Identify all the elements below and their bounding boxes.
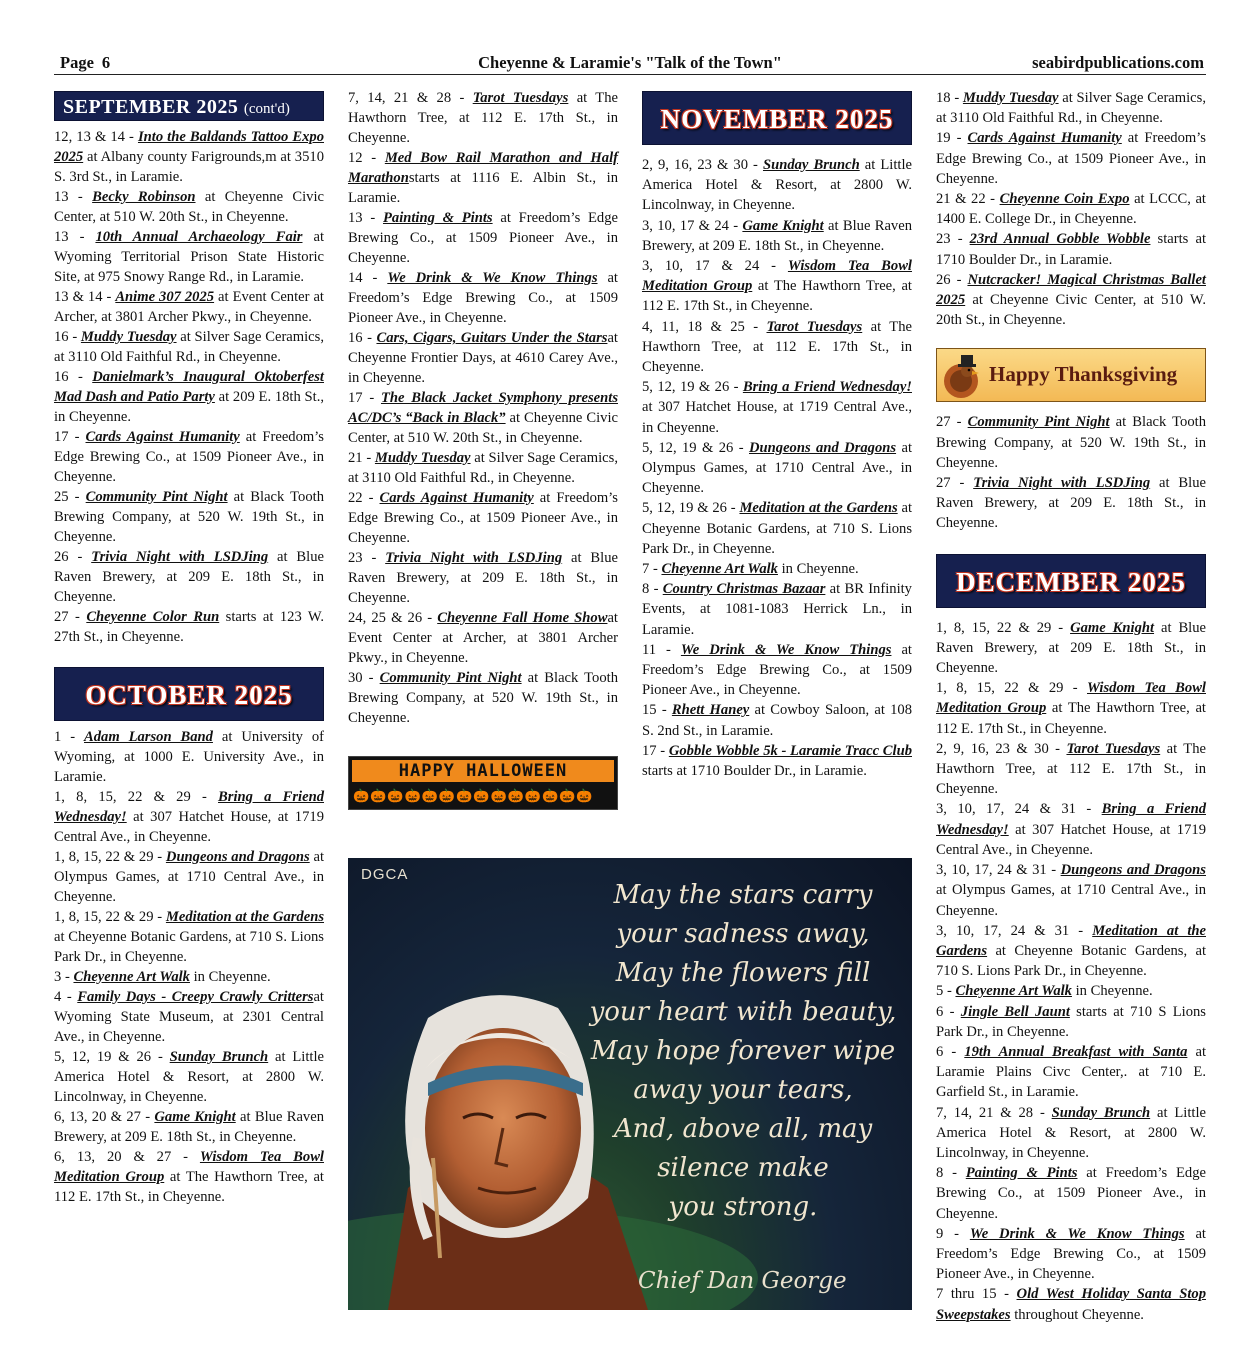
september-heading: SEPTEMBER 2025 (cont'd): [54, 91, 324, 121]
event-date: 14 -: [348, 270, 388, 286]
event-date: 12, 13 & 14 -: [54, 129, 138, 145]
event-entry: [936, 189, 1206, 229]
event-details: at Cheyenne Civic Center, at 510 W. 20th St., in Cheyenne.: [54, 189, 325, 225]
thanksgiving-list: [936, 412, 1206, 533]
september-list: [54, 127, 324, 647]
event-title-link[interactable]: Cheyenne Coin Expo: [999, 191, 1130, 208]
event-details: at Event Center at Archer, at 3801 Archer Pkwy., in Cheyenne.: [348, 610, 618, 666]
event-date: 9 -: [936, 1225, 970, 1242]
event-date: 12 -: [348, 150, 385, 166]
event-date: 2, 9, 16, 23 & 30 -: [936, 740, 1067, 757]
event-title-link[interactable]: Cheyenne Art Walk: [955, 983, 1072, 1000]
event-title-link[interactable]: Danielmark’s Inaugural Oktoberfest Mad Dash and Patio Party: [54, 369, 324, 405]
event-title-link[interactable]: Dungeons and Dragons: [749, 439, 897, 456]
event-date: 8 -: [642, 581, 663, 598]
event-title-link[interactable]: Meditation at the Gardens: [739, 500, 898, 517]
event-date: 30 -: [348, 670, 380, 686]
event-entry: [54, 427, 324, 487]
event-details: at University of Wyoming, at 1000 E. University Ave., in Laramie.: [54, 729, 325, 785]
event-date: 1, 8, 15, 22 & 29 -: [936, 680, 1087, 697]
quote-line: away your tears,: [633, 1075, 853, 1105]
event-details: at Freedom’s Edge Brewing Co., at 1509 Pioneer Ave., in Cheyenne.: [936, 130, 1206, 187]
event-title-link[interactable]: Dungeons and Dragons: [165, 849, 310, 865]
event-title-link[interactable]: Becky Robinson: [92, 189, 196, 205]
event-title-link[interactable]: Bring a Friend Wednesday!: [54, 789, 324, 825]
event-title-link[interactable]: Bring a Friend Wednesday!: [936, 801, 1206, 838]
event-entry: [348, 388, 618, 448]
event-date: 23 -: [936, 231, 970, 248]
event-entry: [642, 579, 912, 640]
event-date: 17 -: [642, 742, 669, 759]
event-entry: [936, 1224, 1206, 1285]
event-date: 1, 8, 15, 22 & 29 -: [54, 789, 219, 805]
event-title-link[interactable]: Old West Holiday Santa Stop Sweepstakes: [936, 1286, 1206, 1323]
event-date: 2, 9, 16, 23 & 30 -: [642, 157, 763, 173]
event-details: at 307 Hatchet House, at 1719 Central Ave., in Cheyenne.: [936, 821, 1206, 858]
event-title-link[interactable]: 10th Annual Archaeology Fair: [95, 229, 303, 245]
event-entry: [642, 317, 912, 378]
event-title-link[interactable]: Bring a Friend Wednesday!: [742, 379, 912, 396]
event-title-link[interactable]: The Black Jacket Symphony presents AC/DC’s “Back in Black”: [348, 390, 618, 426]
event-details: at The Hawthorn Tree, at 112 E. 17th St., in Cheyenne.: [936, 740, 1206, 798]
event-details: at LCCC, at 1400 E. College Dr., in Cheyenne.: [936, 191, 1206, 228]
event-date: 1 -: [54, 729, 84, 745]
event-date: 3 -: [54, 969, 74, 985]
event-details: at Blue Raven Brewery, at 209 E. 18th St., in Cheyenne.: [936, 475, 1206, 532]
event-details: at Cheyenne Botanic Gardens, at 710 S. Lions Park Dr., in Cheyenne.: [642, 500, 912, 557]
event-details: at Silver Sage Ceramics, at 3110 Old Faithful Rd., in Cheyenne.: [348, 450, 618, 486]
event-details: at The Hawthorn Tree, at 112 E. 17th St., in Cheyenne.: [642, 318, 912, 376]
event-entry: [642, 741, 912, 781]
event-details: at Freedom’s Edge Brewing Co., at 1509 Pioneer Ave., in Cheyenne.: [348, 270, 618, 326]
event-entry: [348, 488, 618, 548]
halloween-banner: [348, 756, 618, 810]
event-entry: [54, 787, 324, 847]
event-details: at Cheyenne Botanic Gardens, at 710 S. Lions Park Dr., in Cheyenne.: [54, 929, 324, 965]
event-details: starts at 123 W. 27th St., in Cheyenne.: [54, 609, 324, 645]
event-title-link[interactable]: Cars, Cigars, Guitars Under the Stars: [376, 330, 608, 346]
event-entry: [642, 256, 912, 317]
event-details: at Silver Sage Ceramics, at 3110 Old Faithful Rd., in Cheyenne.: [936, 90, 1206, 127]
event-entry: [348, 148, 618, 208]
event-date: 21 & 22 -: [936, 191, 1000, 208]
event-details: at Wyoming State Museum, at 2301 Central Ave., in Cheyenne.: [54, 989, 324, 1045]
event-details: at Silver Sage Ceramics, at 3110 Old Faithful Rd., in Cheyenne.: [54, 329, 324, 365]
event-title-link[interactable]: Gobble Wobble 5k - Laramie Tracc Club: [668, 742, 912, 759]
event-entry: [936, 473, 1206, 534]
october-heading: OCTOBER 2025: [54, 667, 324, 721]
event-entry: [348, 328, 618, 388]
event-date: 27 -: [936, 475, 974, 492]
event-date: 4 -: [54, 989, 78, 1005]
event-details: in Cheyenne.: [1071, 983, 1153, 1000]
event-details: at Olympus Games, at 1710 Central Ave., in Cheyenne.: [936, 882, 1206, 919]
event-title-link[interactable]: Adam Larson Band: [84, 729, 213, 745]
event-entry: [348, 448, 618, 488]
event-details: starts at 1710 Boulder Dr., in Laramie.: [642, 763, 867, 780]
event-date: 1, 8, 15, 22 & 29 -: [54, 849, 166, 865]
event-entry: [54, 367, 324, 427]
event-title-link[interactable]: 23rd Annual Gobble Wobble: [969, 231, 1151, 248]
website-link[interactable]: seabirdpublications.com: [1032, 53, 1204, 72]
quote-text: [578, 876, 908, 1227]
event-title-link[interactable]: Community Pint Night: [379, 670, 522, 686]
quote-line: your heart with beauty,: [589, 997, 897, 1027]
column-2: [348, 88, 618, 810]
event-title-link[interactable]: We Drink & We Know Things: [680, 641, 892, 658]
event-title-link[interactable]: Tarot Tuesdays: [1066, 740, 1161, 757]
event-entry: [936, 739, 1206, 800]
event-details: at Little America Hotel & Resort, at 2800 W. Lincolnway, in Cheyenne.: [936, 1104, 1206, 1161]
event-entry: [642, 216, 912, 256]
event-entry: [54, 967, 324, 987]
event-entry: [642, 438, 912, 499]
event-entry: [54, 187, 324, 227]
event-title-link[interactable]: Trivia Night with LSDJing: [385, 550, 563, 566]
event-date: 15 -: [642, 702, 672, 719]
event-date: 3, 10, 17 & 24 -: [642, 258, 788, 275]
event-title-link[interactable]: Community Pint Night: [85, 489, 228, 505]
quote-image: [348, 858, 912, 1310]
event-title-link[interactable]: Sunday Brunch: [1051, 1104, 1151, 1121]
event-details: starts at 710 S Lions Park Dr., in Cheyenne.: [936, 1003, 1206, 1040]
event-date: 27 -: [54, 609, 87, 625]
event-entry: [936, 128, 1206, 189]
event-title-link[interactable]: Tarot Tuesdays: [766, 318, 863, 335]
event-title-link[interactable]: Country Christmas Bazaar: [662, 581, 826, 598]
event-date: 16 -: [54, 329, 81, 345]
event-details: at Olympus Games, at 1710 Central Ave., in Cheyenne.: [642, 439, 912, 497]
pumpkin-row-icon: 🎃🎃🎃🎃🎃🎃🎃🎃🎃🎃🎃🎃🎃🎃: [353, 788, 594, 803]
november-heading: NOVEMBER 2025: [642, 91, 912, 145]
event-details: at Black Tooth Brewing Company, at 520 W. 19th St., in Cheyenne.: [348, 670, 618, 726]
event-date: 18 -: [936, 90, 963, 106]
event-details: at The Hawthorn Tree, at 112 E. 17th St., in Cheyenne.: [54, 1169, 324, 1205]
event-entry: [936, 229, 1206, 269]
event-title-link[interactable]: Muddy Tuesday: [374, 450, 471, 466]
event-title-link[interactable]: Trivia Night with LSDJing: [91, 549, 269, 565]
turkey-icon: [939, 351, 987, 401]
event-title-link[interactable]: Cheyenne Color Run: [86, 609, 220, 625]
halloween-text: HAPPY HALLOWEEN: [398, 761, 568, 781]
event-title-link[interactable]: Tarot Tuesdays: [472, 90, 569, 106]
event-title-link[interactable]: Muddy Tuesday: [962, 90, 1059, 106]
thanksgiving-text: Happy Thanksgiving: [989, 362, 1178, 387]
quote-author: Chief Dan George: [638, 1268, 847, 1294]
event-entry: [936, 1284, 1206, 1324]
event-date: 6, 13, 20 & 27 -: [54, 1149, 200, 1165]
event-entry: [54, 1047, 324, 1107]
event-entry: [54, 487, 324, 547]
event-title-link[interactable]: Game Knight: [742, 217, 824, 234]
event-entry: [936, 1042, 1206, 1103]
image-credit: DGCA: [361, 866, 409, 883]
event-details: at Blue Raven Brewery, at 209 E. 18th St., in Cheyenne.: [54, 549, 324, 605]
event-date: 8 -: [936, 1165, 966, 1182]
event-date: 7, 14, 21 & 28 -: [348, 90, 473, 106]
event-title-link[interactable]: Game Knight: [154, 1109, 236, 1125]
event-details: at Cowboy Saloon, at 108 S. 2nd St., in Laramie.: [642, 702, 912, 739]
event-entry: [54, 727, 324, 787]
event-entry: [936, 270, 1206, 331]
quote-line: you strong.: [668, 1192, 818, 1222]
event-details: at Freedom’s Edge Brewing Co., at 1509 Pioneer Ave., in Cheyenne.: [936, 1225, 1206, 1283]
event-details: at Little America Hotel & Resort, at 2800 W. Lincolnway, in Cheyenne.: [54, 1049, 324, 1105]
event-date: 13 -: [54, 189, 93, 205]
event-details: at The Hawthorn Tree, at 112 E. 17th St., in Cheyenne.: [936, 700, 1206, 737]
event-date: 26 -: [936, 271, 968, 288]
event-title-link[interactable]: Sunday Brunch: [762, 157, 860, 173]
quote-line: your sadness away,: [616, 919, 870, 949]
event-details: in Cheyenne.: [777, 561, 859, 578]
quote-line: May the stars carry: [613, 880, 873, 910]
event-entry: [54, 547, 324, 607]
event-details: at Blue Raven Brewery, at 209 E. 18th St., in Cheyenne.: [936, 619, 1207, 677]
event-details: at BR Infinity Events, at 1081-1083 Herrick Ln., in Laramie.: [642, 581, 912, 638]
event-details: throughout Cheyenne.: [1010, 1306, 1144, 1323]
event-details: starts at 1116 E. Albin St., in Laramie.: [348, 170, 618, 206]
publication-title: Cheyenne & Laramie's "Talk of the Town": [478, 53, 782, 72]
event-entry: [936, 412, 1206, 473]
event-entry: [348, 548, 618, 608]
november-list-a: [642, 155, 912, 781]
event-date: 16 -: [348, 330, 377, 346]
event-entry: [348, 608, 618, 668]
column-1: [54, 88, 324, 1207]
event-details: at Cheyenne Frontier Days, at 4610 Carey Ave., in Cheyenne.: [348, 330, 618, 386]
event-entry: [54, 287, 324, 327]
event-entry: [642, 700, 912, 740]
event-date: 13 -: [54, 229, 96, 245]
event-details: at The Hawthorn Tree, at 112 E. 17th St., in Cheyenne.: [642, 278, 912, 315]
event-title-link[interactable]: Painting & Pints: [382, 210, 493, 226]
event-details: at Cheyenne Botanic Gardens, at 710 S. Lions Park Dr., in Cheyenne.: [936, 942, 1206, 980]
event-entry: [348, 268, 618, 328]
event-title-link[interactable]: Cheyenne Art Walk: [661, 561, 778, 578]
october-list-b: [348, 88, 618, 728]
event-entry: [54, 127, 324, 187]
event-details: at Cheyenne Civic Center, at 510 W. 20th St., in Cheyenne.: [936, 292, 1206, 329]
event-details: at Freedom’s Edge Brewing Co., at 1509 Pioneer Ave., in Cheyenne.: [54, 429, 324, 485]
event-date: 27 -: [936, 414, 968, 431]
page-header: [54, 52, 1206, 75]
event-date: 24, 25 & 26 -: [348, 610, 438, 626]
event-details: at 209 E. 18th St., in Cheyenne.: [54, 389, 324, 425]
event-title-link[interactable]: Muddy Tuesday: [80, 329, 177, 345]
event-date: 17 -: [54, 429, 86, 445]
event-details: at Little America Hotel & Resort, at 2800 W. Lincolnway, in Cheyenne.: [642, 157, 912, 214]
event-title-link[interactable]: Sunday Brunch: [169, 1049, 269, 1065]
event-title-link[interactable]: Med Bow Rail Marathon and Half Marathon: [348, 150, 618, 186]
event-date: 6, 13, 20 & 27 -: [54, 1109, 155, 1125]
event-date: 1, 8, 15, 22 & 29 -: [54, 909, 166, 925]
event-title-link[interactable]: Cards Against Humanity: [967, 130, 1122, 147]
event-entry: [936, 678, 1206, 739]
event-date: 7, 14, 21 & 28 -: [936, 1104, 1052, 1121]
event-title-link[interactable]: Nutcracker! Magical Christmas Ballet 2025: [936, 271, 1206, 309]
event-details: at Blue Raven Brewery, at 209 E. 18th St., in Cheyenne.: [54, 1109, 325, 1145]
event-entry: [642, 155, 912, 216]
event-details: at 307 Hatchet House, at 1719 Central Ave., in Cheyenne.: [54, 809, 324, 845]
event-details: at Freedom’s Edge Brewing Co., at 1509 Pioneer Ave., in Cheyenne.: [642, 641, 912, 699]
event-title-link[interactable]: Meditation at the Gardens: [165, 909, 324, 925]
event-entry: [642, 498, 912, 559]
event-entry: [54, 907, 324, 967]
event-details: at Black Tooth Brewing Company, at 520 W. 19th St., in Cheyenne.: [54, 489, 324, 545]
event-date: 22 -: [348, 490, 380, 506]
event-details: at Blue Raven Brewery, at 209 E. 18th St., in Cheyenne.: [348, 550, 618, 606]
event-details: at Cheyenne Civic Center, at 510 W. 20th St., in Cheyenne.: [348, 410, 618, 446]
event-title-link[interactable]: Cards Against Humanity: [85, 429, 240, 445]
event-date: 6 -: [936, 1003, 961, 1020]
event-entry: [54, 607, 324, 647]
event-date: 19 -: [936, 130, 968, 147]
event-entry: [54, 1107, 324, 1147]
event-date: 26 -: [54, 549, 92, 565]
event-title-link[interactable]: Rhett Haney: [671, 702, 750, 719]
column-4: [936, 88, 1206, 1325]
page-number: Page 6: [60, 53, 111, 72]
october-list-a: [54, 727, 324, 1207]
event-entry: [348, 88, 618, 148]
event-date: 23 -: [348, 550, 386, 566]
event-title-link[interactable]: Community Pint Night: [967, 414, 1110, 431]
event-entry: [936, 618, 1206, 679]
event-date: 21 -: [348, 450, 375, 466]
event-entry: [642, 640, 912, 701]
event-title-link[interactable]: Wisdom Tea Bowl Meditation Group: [936, 680, 1206, 717]
event-details: at Freedom’s Edge Brewing Co., at 1509 Pioneer Ave., in Cheyenne.: [348, 210, 619, 266]
quote-line: silence make: [657, 1153, 829, 1183]
event-title-link[interactable]: Trivia Night with LSDJing: [973, 475, 1151, 492]
event-entry: [54, 327, 324, 367]
event-date: 1, 8, 15, 22 & 29 -: [936, 619, 1071, 636]
event-date: 5 -: [936, 983, 956, 1000]
event-title-link[interactable]: Anime 307 2025: [115, 289, 215, 305]
event-date: 3, 10, 17, 24 & 31 -: [936, 922, 1093, 939]
event-title-link[interactable]: Dungeons and Dragons: [1060, 862, 1206, 879]
event-title-link[interactable]: Game Knight: [1070, 619, 1155, 636]
quote-line: And, above all, may: [613, 1114, 873, 1144]
event-details: starts at 1710 Boulder Dr., in Laramie.: [936, 231, 1206, 268]
event-details: at Freedom’s Edge Brewing Co., at 1509 Pioneer Ave., in Cheyenne.: [348, 490, 618, 546]
event-date: 25 -: [54, 489, 86, 505]
event-details: in Cheyenne.: [189, 969, 271, 985]
event-date: 7 thru 15 -: [936, 1286, 1017, 1303]
event-date: 6 -: [936, 1043, 965, 1060]
event-details: at Blue Raven Brewery, at 209 E. 18th St., in Cheyenne.: [642, 217, 913, 254]
event-entry: [642, 559, 912, 579]
december-list: [936, 618, 1206, 1325]
event-details: at 307 Hatchet House, at 1719 Central Ave., in Cheyenne.: [642, 399, 912, 436]
event-title-link[interactable]: Cards Against Humanity: [379, 490, 534, 506]
event-details: at Event Center at Archer, at 3801 Archer Pkwy., in Cheyenne.: [54, 289, 324, 325]
event-entry: [54, 227, 324, 287]
event-title-link[interactable]: 19th Annual Breakfast with Santa: [964, 1043, 1188, 1060]
event-details: at The Hawthorn Tree, at 112 E. 17th St., in Cheyenne.: [348, 90, 618, 146]
event-date: 7 -: [642, 561, 662, 578]
event-date: 17 -: [348, 390, 381, 406]
event-title-link[interactable]: Into the Baldands Tattoo Expo 2025: [54, 129, 324, 165]
event-date: 5, 12, 19 & 26 -: [642, 500, 740, 517]
event-date: 13 & 14 -: [54, 289, 116, 305]
event-details: at Freedom’s Edge Brewing Co., at 1509 Pioneer Ave., in Cheyenne.: [936, 1165, 1206, 1222]
event-date: 16 -: [54, 369, 93, 385]
event-entry: [936, 799, 1206, 860]
event-date: 3, 10, 17, 24 & 31 -: [936, 801, 1102, 818]
thanksgiving-banner: [936, 348, 1206, 402]
event-entry: [936, 1103, 1206, 1164]
event-title-link[interactable]: We Drink & We Know Things: [969, 1225, 1185, 1242]
quote-line: May hope forever wipe: [590, 1036, 896, 1066]
event-entry: [936, 981, 1206, 1001]
event-details: at Black Tooth Brewing Company, at 520 W. 19th St., in Cheyenne.: [936, 414, 1206, 471]
quote-line: May the flowers fill: [615, 958, 871, 988]
event-entry: [936, 1002, 1206, 1042]
event-entry: [54, 1147, 324, 1207]
event-entry: [936, 921, 1206, 982]
event-entry: [936, 88, 1206, 128]
event-details: at Olympus Games, at 1710 Central Ave., in Cheyenne.: [54, 849, 325, 905]
event-date: 3, 10, 17, 24 & 31 -: [936, 862, 1061, 879]
event-title-link[interactable]: Cheyenne Art Walk: [73, 969, 190, 985]
column-3: [642, 88, 912, 781]
event-details: at Albany county Farigrounds,m at 3510 S. 3rd St., in Laramie.: [54, 149, 324, 185]
event-date: 5, 12, 19 & 26 -: [54, 1049, 170, 1065]
event-title-link[interactable]: Wisdom Tea Bowl Meditation Group: [642, 258, 912, 295]
event-title-link[interactable]: Cheyenne Fall Home Show: [437, 610, 608, 626]
event-title-link[interactable]: We Drink & We Know Things: [387, 270, 598, 286]
event-date: 13 -: [348, 210, 383, 226]
november-list-b: [936, 88, 1206, 330]
event-details: at Laramie Plains Civc Center,. at 710 E. Garfield St., in Laramie.: [936, 1043, 1206, 1101]
event-title-link[interactable]: Meditation at the Gardens: [936, 922, 1206, 959]
event-entry: [936, 860, 1206, 921]
event-title-link[interactable]: Family Days - Creepy Crawly Critters: [77, 989, 314, 1005]
event-date: 3, 10, 17 & 24 -: [642, 217, 743, 234]
event-date: 11 -: [642, 641, 681, 658]
december-heading: DECEMBER 2025: [936, 554, 1206, 608]
event-entry: [54, 987, 324, 1047]
event-entry: [642, 377, 912, 438]
event-title-link[interactable]: Jingle Bell Jaunt: [960, 1003, 1070, 1020]
event-entry: [348, 668, 618, 728]
event-entry: [54, 847, 324, 907]
event-title-link[interactable]: Wisdom Tea Bowl Meditation Group: [54, 1149, 324, 1185]
event-date: 4, 11, 18 & 25 -: [642, 318, 767, 335]
event-details: at Wyoming Territorial Prison State Historic Site, at 975 Snowy Range Rd., in Laramie.: [54, 229, 325, 285]
event-date: 5, 12, 19 & 26 -: [642, 439, 749, 456]
event-entry: [348, 208, 618, 268]
event-title-link[interactable]: Painting & Pints: [965, 1165, 1078, 1182]
event-entry: [936, 1163, 1206, 1224]
event-date: 5, 12, 19 & 26 -: [642, 379, 743, 396]
